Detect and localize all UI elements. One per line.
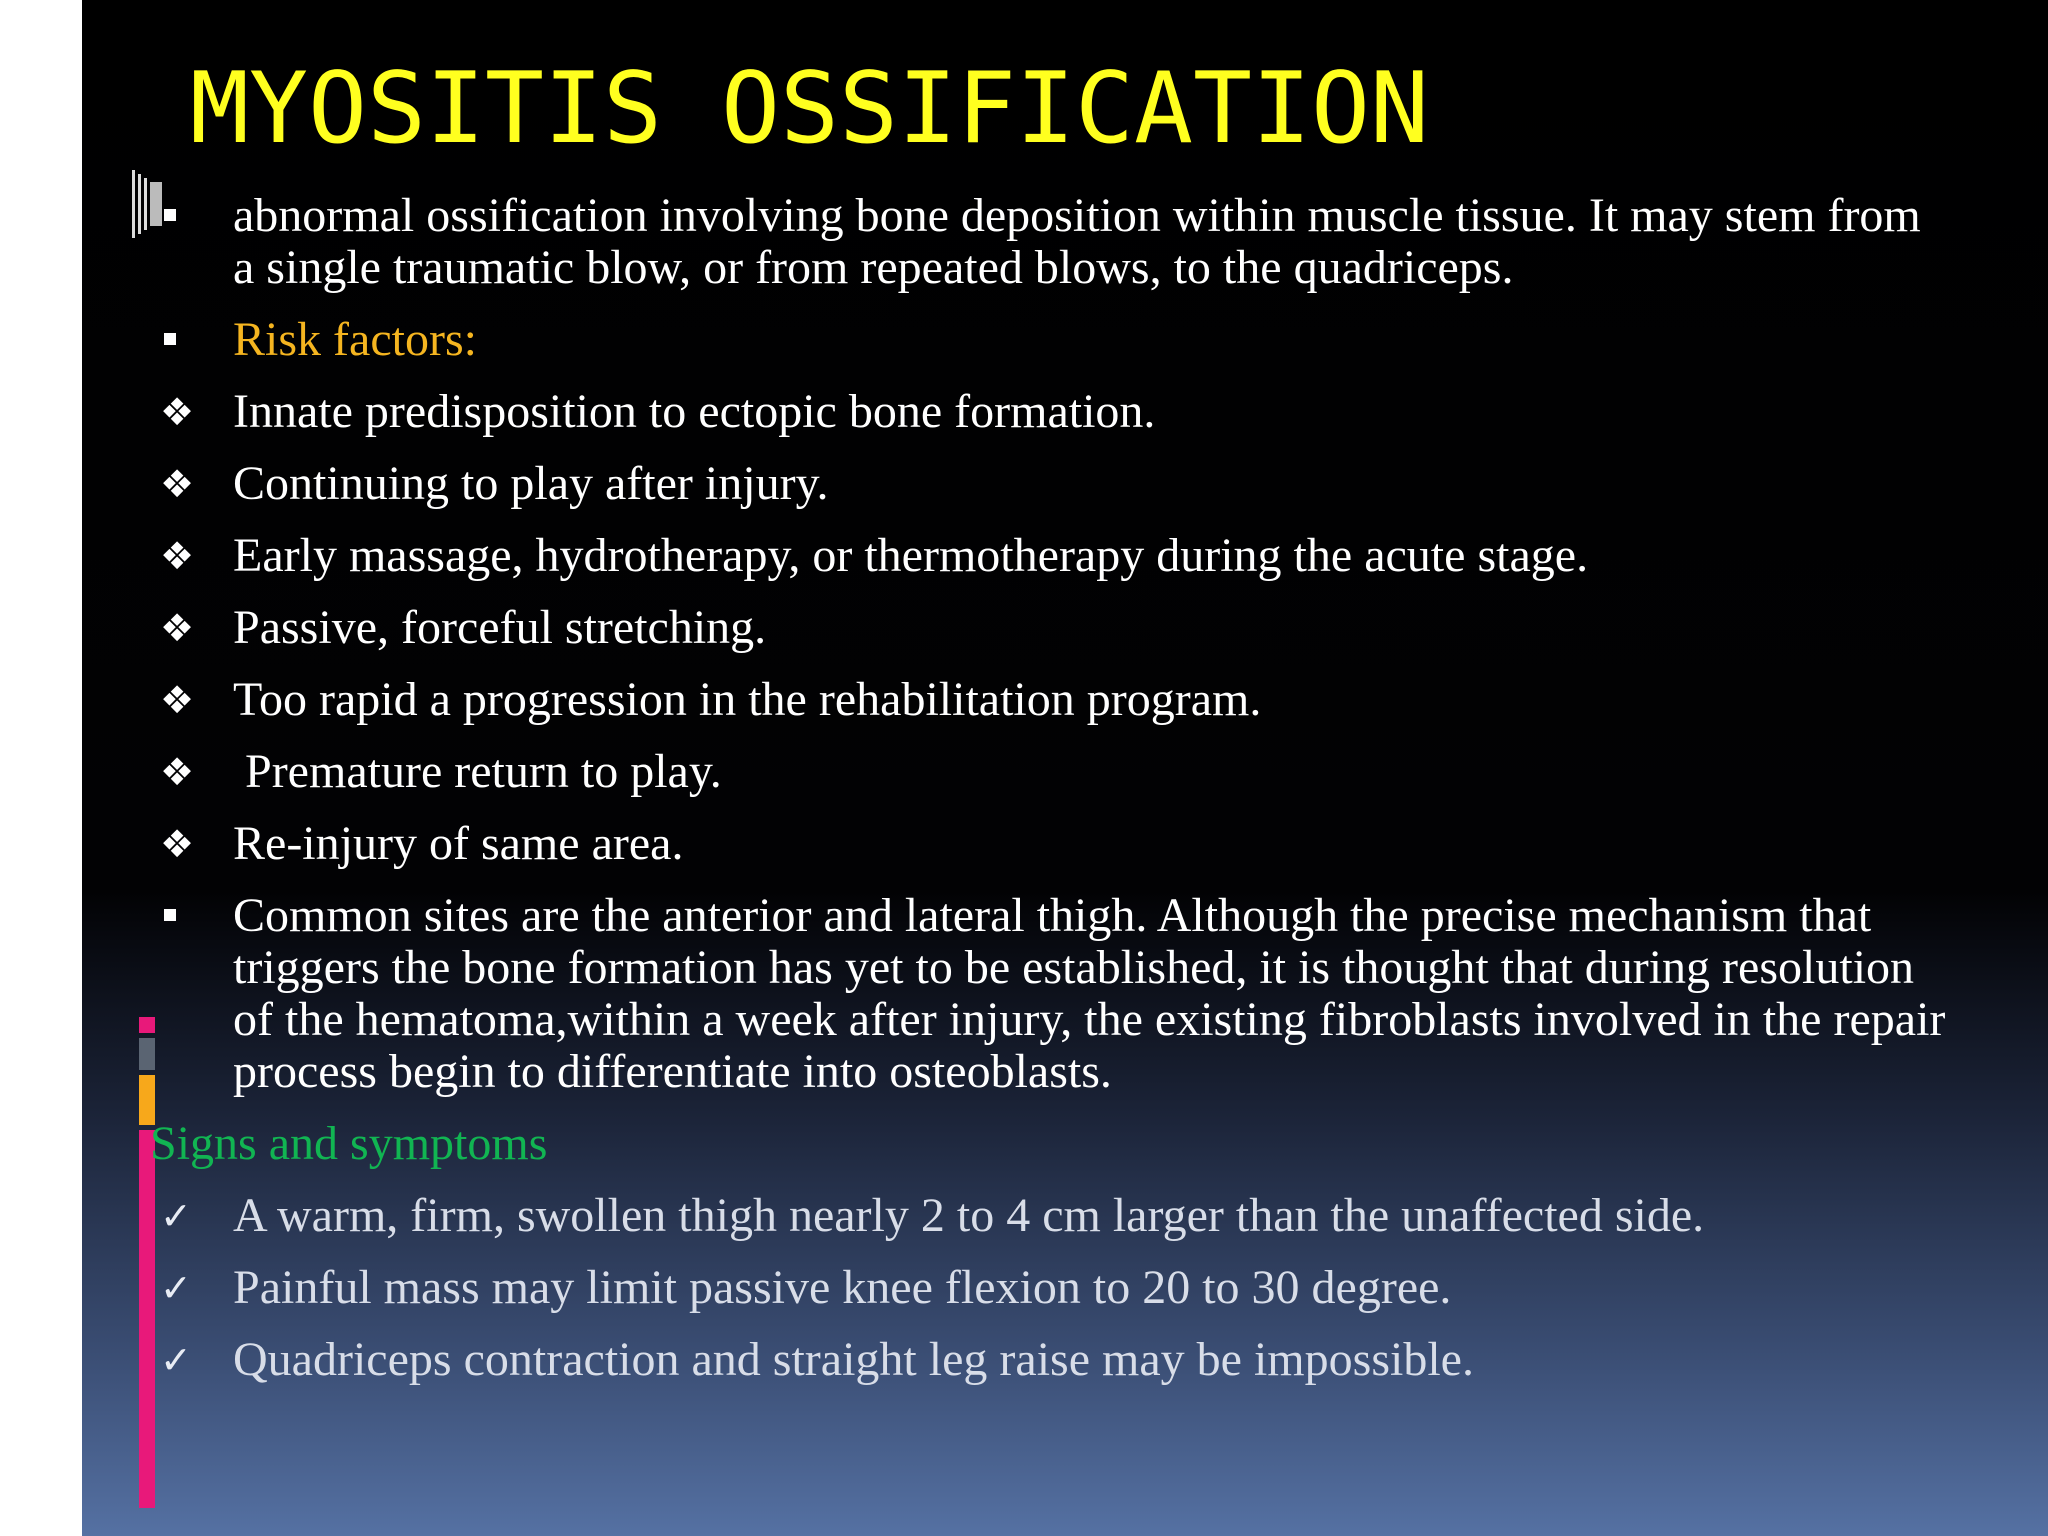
sign-text: A warm, firm, swollen thigh nearly 2 to 4 cm larger than the unaffected side. <box>233 1189 1705 1242</box>
sign-text: Quadriceps contraction and straight leg raise may be impossible. <box>233 1333 1474 1386</box>
risk-factor-text: Early massage, hydrotherapy, or thermotherapy during the acute stage. <box>233 529 1589 582</box>
risk-heading-item <box>150 314 1950 366</box>
risk-factor-text: Passive, forceful stretching. <box>233 601 767 654</box>
square-bullet-icon <box>160 190 210 221</box>
intro-item <box>150 190 1950 294</box>
list-item <box>150 818 1950 870</box>
diamond-bullet-icon: ❖ <box>160 750 195 794</box>
risk-factors-heading: Risk factors: <box>233 313 477 366</box>
risk-factor-text: Premature return to play. <box>233 745 722 798</box>
risk-factor-text: Innate predisposition to ectopic bone formation. <box>233 385 1156 438</box>
slide-content <box>150 190 1950 1386</box>
square-bullet-icon <box>160 890 210 921</box>
check-bullet-icon: ✓ <box>160 1194 192 1238</box>
list-item <box>150 1190 1950 1242</box>
risk-factor-text: Continuing to play after injury. <box>233 457 829 510</box>
list-item <box>150 1334 1950 1386</box>
list-item <box>150 1262 1950 1314</box>
diamond-bullet-icon: ❖ <box>160 390 195 434</box>
diamond-bullet-icon: ❖ <box>160 606 195 650</box>
left-margin <box>0 0 82 1536</box>
check-bullet-icon: ✓ <box>160 1338 192 1382</box>
common-sites-text: Common sites are the anterior and lateral thigh. Although the precise mechanism that triggers the bone formation has yet to be established, it is thought that during resolution of the hematoma,within a week after injury, the existing fibroblasts involved in the repair process begin to differentiate into osteoblasts. <box>233 889 1946 1098</box>
diamond-bullet-icon: ❖ <box>160 462 195 506</box>
list-item <box>150 458 1950 510</box>
check-bullet-icon: ✓ <box>160 1266 192 1310</box>
sign-text: Painful mass may limit passive knee flexion to 20 to 30 degree. <box>233 1261 1452 1314</box>
list-item <box>150 530 1950 582</box>
diamond-bullet-icon: ❖ <box>160 678 195 722</box>
square-bullet-icon <box>160 314 210 345</box>
risk-factor-text: Re-injury of same area. <box>233 817 684 870</box>
list-item <box>150 602 1950 654</box>
page-title: MYOSITIS OSSIFICATION <box>190 52 1430 166</box>
common-sites-item <box>150 890 1950 1098</box>
list-item <box>150 746 1950 798</box>
intro-text: abnormal ossification involving bone deposition within muscle tissue. It may stem from a single traumatic blow, or from repeated blows, to the quadriceps. <box>233 189 1921 294</box>
list-item <box>150 674 1950 726</box>
diamond-bullet-icon: ❖ <box>160 534 195 578</box>
risk-factor-text: Too rapid a progression in the rehabilitation program. <box>233 673 1262 726</box>
list-item <box>150 386 1950 438</box>
signs-heading: Signs and symptoms <box>150 1117 548 1170</box>
diamond-bullet-icon: ❖ <box>160 822 195 866</box>
